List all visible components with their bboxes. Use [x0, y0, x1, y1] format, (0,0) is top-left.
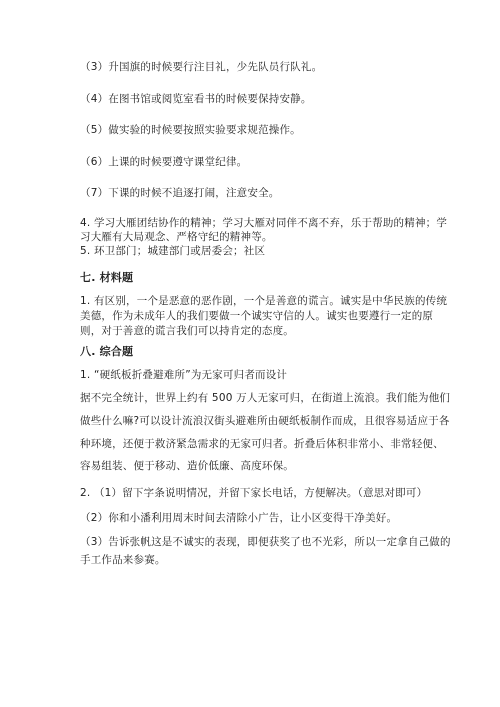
- section-8-q2-line-3: （3）告诉张帆这是不诚实的表现，即便获奖了也不光彩，所以一定拿自己做的: [80, 536, 451, 548]
- section-8-q1-title: 1. “硬纸板折叠避难所”为无家可归者而设计: [80, 369, 288, 381]
- section-8-q2-line-2: （2）你和小潘利用周末时间去清除小广告，让小区变得干净美好。: [80, 512, 398, 524]
- answer-4-line-2: 习大雁有大局观念、严格守纪的精神等。: [80, 231, 273, 243]
- section-8-heading: 八. 综合题: [80, 345, 134, 358]
- answer-item-7: （7）下课的时候不追逐打闹，注意安全。: [80, 187, 280, 199]
- section-8-q1-line-1: 据不完全统计，世界上约有 500 万人无家可归，在街道上流浪。我们能为他们: [80, 392, 451, 404]
- section-8-q2-line-1: 2. （1）留下字条说明情况，并留下家长电话，方便解决。（意思对即可）: [80, 487, 428, 499]
- section-8-q2-line-4: 手工作品来参赛。: [80, 554, 166, 566]
- section-8-q1-line-3: 种环境，还便于救济紧急需求的无家可归者。折叠后体积非常小、非常轻便、: [80, 438, 444, 450]
- answer-item-3: （3）升国旗的时候要行注目礼，少先队员行队礼。: [80, 61, 323, 73]
- section-7-line-3: 则，对于善意的谎言我们可以持肯定的态度。: [80, 325, 294, 337]
- section-7-heading: 七. 材料题: [80, 271, 134, 284]
- answer-item-6: （6）上课的时候要遵守课堂纪律。: [80, 156, 248, 168]
- answer-5: 5. 环卫部门；城建部门或居委会；社区: [80, 245, 266, 257]
- section-7-line-1: 1. 有区别，一个是恶意的恶作剧，一个是善意的谎言。诚实是中华民族的传统: [80, 295, 448, 307]
- section-7-line-2: 美德，作为未成年人的我们要做一个诚实守信的人。诚实也要遵行一定的原: [80, 310, 434, 322]
- section-8-q1-line-2: 做些什么嘛?可以设计流浪汉街头避难所由硬纸板制作而成，且很容易适应于各: [80, 415, 450, 427]
- section-8-q1-line-4: 容易组装、便于移动、造价低廉、高度环保。: [80, 460, 294, 472]
- answer-item-4: （4）在图书馆或阅览室看书的时候要保持安静。: [80, 93, 312, 105]
- answer-4-line-1: 4. 学习大雁团结协作的精神；学习大雁对同伴不离不弃，乐于帮助的精神；学: [80, 217, 448, 229]
- answer-item-5: （5）做实验的时候要按照实验要求规范操作。: [80, 124, 301, 136]
